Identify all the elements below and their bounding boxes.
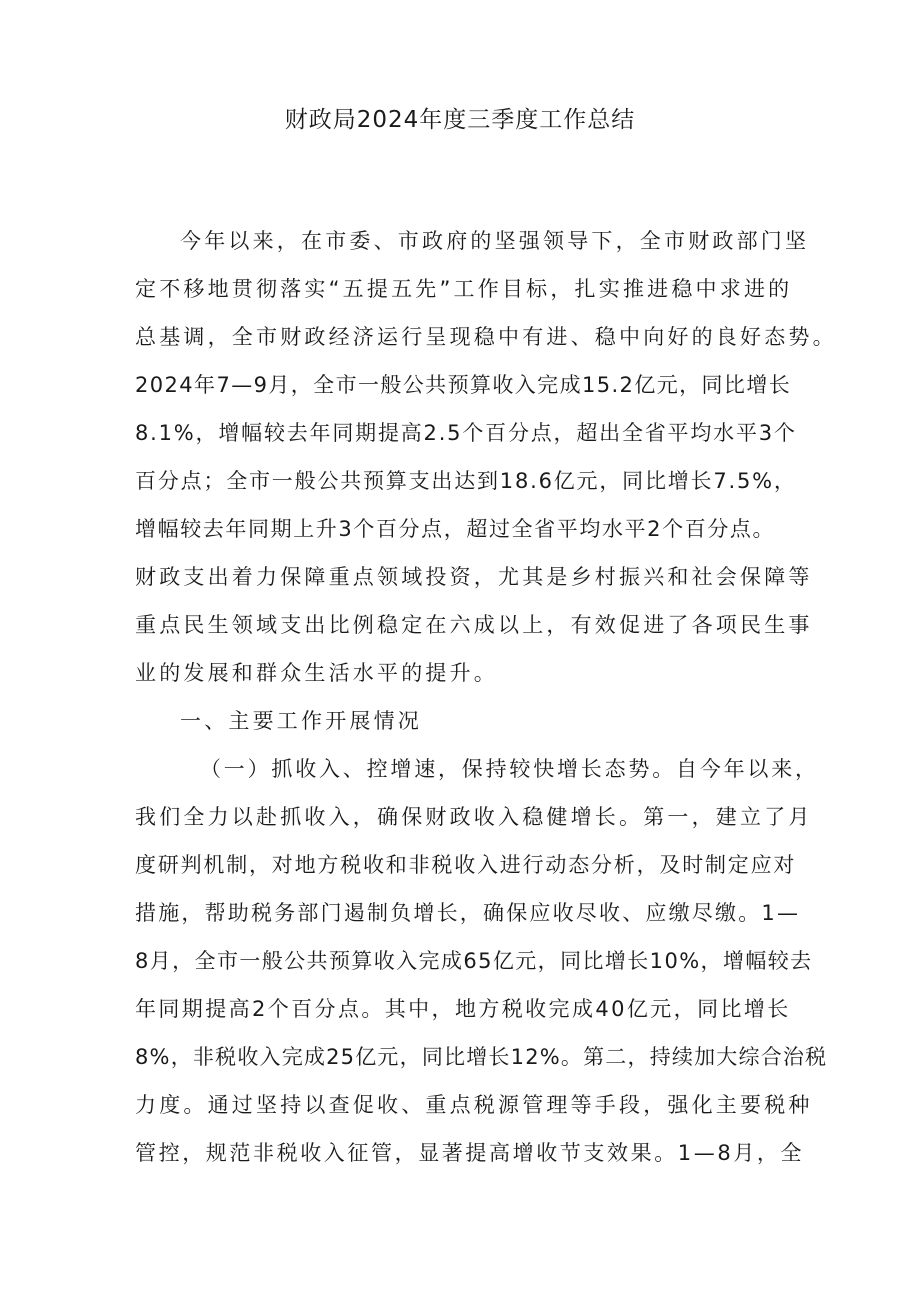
paragraph-line: 今年以来，在市委、市政府的坚强领导下，全市财政部门坚 <box>180 229 810 253</box>
paragraph-line: 力度。通过坚持以查促收、重点税源管理等手段，强化主要税种 <box>135 1093 813 1117</box>
paragraph-line: 百分点；全市一般公共预算支出达到18.6亿元，同比增长7.5%， <box>135 469 797 493</box>
paragraph-line: 定不移地贯彻落实“五提五先”工作目标，扎实推进稳中求进的 <box>135 277 793 301</box>
paragraph-line: 财政支出着力保障重点领域投资，尤其是乡村振兴和社会保障等 <box>135 565 813 589</box>
paragraph-line: 8.1%，增幅较去年同期提高2.5个百分点，超出全省平均水平3个 <box>135 421 797 445</box>
paragraph-line: 业的发展和群众生活水平的提升。 <box>135 661 498 685</box>
paragraph-line: （一）抓收入、控增速，保持较快增长态势。自今年以来， <box>200 757 819 781</box>
paragraph-line: 增幅较去年同期上升3个百分点，超过全省平均水平2个百分点。 <box>135 517 776 541</box>
paragraph-line: 8%，非税收入完成25亿元，同比增长12%。第二，持续加大综合治税 <box>135 1045 828 1069</box>
paragraph-line: 总基调，全市财政经济运行呈现稳中有进、稳中向好的良好态势。 <box>135 325 837 349</box>
paragraph-line: 重点民生领域支出比例稳定在六成以上，有效促进了各项民生事 <box>135 613 813 637</box>
document-title: 财政局2024年度三季度工作总结 <box>284 107 636 133</box>
paragraph-line: 年同期提高2个百分点。其中，地方税收完成40亿元，同比增长 <box>135 997 791 1021</box>
paragraph-line: 管控，规范非税收入征管，显著提高增收节支效果。1—8月，全 <box>135 1141 805 1165</box>
paragraph-line: 度研判机制，对地方税收和非税收入进行动态分析，及时制定应对 <box>135 853 797 877</box>
paragraph-line: 2024年7—9月，全市一般公共预算收入完成15.2亿元，同比增长 <box>135 373 792 397</box>
section-heading: 一、主要工作开展情况 <box>180 709 422 733</box>
paragraph-line: 措施，帮助税务部门遏制负增长，确保应收尽收、应缴尽缴。1— <box>135 901 801 925</box>
paragraph-line: 我们全力以赴抓收入，确保财政收入稳健增长。第一，建立了月 <box>135 805 813 829</box>
paragraph-line: 8月，全市一般公共预算收入完成65亿元，同比增长10%，增幅较去 <box>135 949 813 973</box>
